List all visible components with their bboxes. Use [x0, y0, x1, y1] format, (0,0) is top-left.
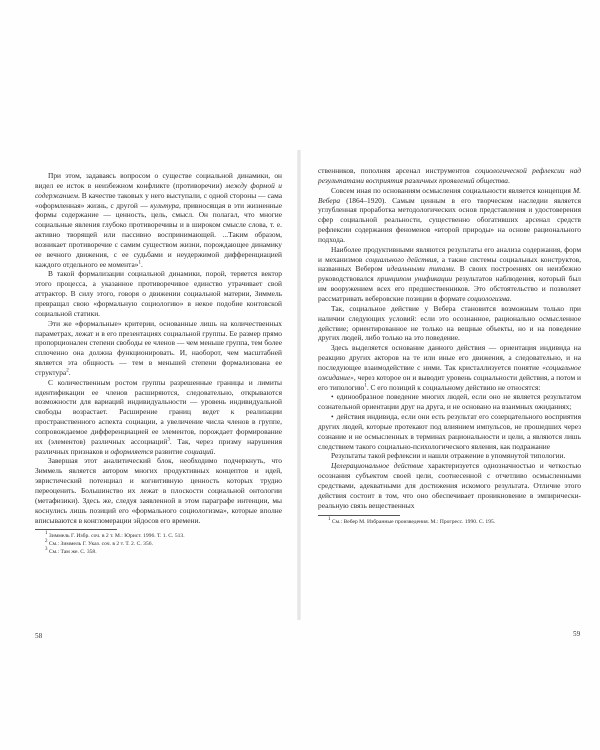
footnote-ref: 1 [138, 260, 141, 266]
right-text-block [318, 166, 581, 526]
text-run: При этом, задаваясь вопросом о существе социальной динамики, он видел ее исток в неизбежном конфликте (противоречии) [35, 171, 282, 190]
text-run: . [508, 175, 510, 185]
text-run: , а также системы социальных конструктов, названных Вебером [318, 254, 581, 274]
footnote-mark: 3 [45, 546, 48, 552]
text-run: Здесь выделяется основание данного действия — ориентация индивида на реакцию других акторов на те или иные его движения, а следовательно, и на последующее взаимодействие с ними. Так кристаллизуется понятие [318, 343, 581, 372]
text-run: (1864–1920). Самым ценным в его творческом наследии является углубленная проработка методологических основ представления и удостоверения сфер социальной реальности, существенно обогативших арсенал средств рефлексии содержания феноменов «второй природы» на основе рационального подхода. [318, 195, 581, 244]
paragraph [35, 269, 282, 318]
bullet-item: • единообразное поведение многих людей, если оно не является результатом сознательной ориентации друг на друга, и не основано на взаимных ожиданиях; [318, 392, 581, 412]
right-body-text [318, 166, 581, 392]
emphasis: Целерациональное действие [331, 461, 424, 471]
left-body-text [35, 171, 282, 525]
emphasis: принципом унификации [377, 274, 453, 284]
text-run: , привносящая в эти жизненные формы содержание — ценность, цель, смысл. Он полагал, что многие социальные явления глубоко противоречивы и в широком смысле слова, т. е. активно творящей или пассивно воспринимающей. ...Таким образом, возникает противоречие с самим существом жизни, порождающее динамику ее вечного движения, с ее судьбами и неудержимой дифференциацией каждого отдельного ее момента» [35, 200, 282, 269]
footnote-mark: 1 [328, 516, 331, 522]
paragraph [318, 461, 581, 510]
text-run: С количественным ростом группы разрешенные границы и лимиты идентификации ее членов расширяются, следовательно, открываются возможности для вариаций индивидуальности — уровень индивидуальной свободы возрастает. Расширение границ ведет к реализации пространственного аспекта социации, а увеличение числа членов в группе, сопровождаемое дифференциацией ее элементов, порождает формирование их (элементов) различных ассоциаций [35, 377, 282, 446]
footnote-text: Зиммель Г. Избр. соч. в 2 т. М.: Юрист. 1996. Т. 1. С. 513. [47, 533, 185, 540]
footnote-ref: 1 [364, 383, 367, 389]
paragraph [318, 166, 581, 186]
emphasis: М. Вебера [318, 185, 581, 205]
text-run: . Так, через призму нарушения различных признаков и [35, 436, 282, 456]
right-footnotes [318, 516, 581, 527]
emphasis: «социальное ожидание» [318, 362, 581, 382]
footnote [35, 533, 282, 541]
bullet-item: • действия индивида, если они есть результат его созерцательного восприятия других людей, которые протекают под влиянием импульсов, не прошедших через сознание и не осмысленных в терминах рациональности и цели, а являются лишь следствием такого социально-психологического явления, как подражание [318, 412, 581, 451]
footnote-mark: 1 [45, 531, 48, 537]
text-run: Совсем иная по основаниям осмысления социальности является концепция [331, 185, 573, 195]
text-run: . [509, 293, 512, 303]
footnote-separator [318, 515, 400, 516]
text-run: развитие [153, 446, 185, 456]
page-number-left: 58 [35, 632, 43, 640]
paragraph [318, 451, 581, 461]
footnote-ref: 2 [66, 368, 69, 374]
emphasis: социального действия [365, 254, 437, 264]
text-run: . В качестве таковых у него выступали, с одной стороны — сама «оформленная» жизнь, с другой — [35, 190, 282, 210]
left-footnotes [35, 533, 282, 556]
text-run: . [68, 367, 71, 377]
text-run: результатов наблюдения, который был им вооружением всех его предшественников. Это обстоятельство и позволяет рассматривать веберовские позиции в формате [318, 274, 581, 303]
text-run: . С его позиций к социальному действию не относятся: [366, 382, 541, 392]
right-body-text-continued [318, 451, 581, 510]
text-run: В такой формализации социальной динамики, порой, теряется вектор этого процесса, а указанное противоречивое единство утрачивает свой аттрактор. В силу этого, говоря о движении социальной материи, Зиммель превращал свою «формальную социологию» в некое подобие контовской социальной статики. [35, 269, 282, 318]
emphasis: социологической рефлексии над результатами восприятия различных проявлений общества [318, 166, 581, 185]
paragraph [318, 245, 581, 304]
footnote-text: См.: Там же. С. 358. [47, 548, 97, 555]
paragraph [318, 343, 581, 392]
emphasis: между формой и содержанием [35, 180, 282, 200]
text-run: Эти же «формальные» критерии, основанные лишь на количественных параметрах, лежат и в его презентациях социальной группы. Ее размер прямо пропорционален степени свободы ее членов — чем меньше группа, тем более сплоченно она должна функционировать. И, наоборот, чем масштабней является эта общность — тем в меньшей степени формализована ее структура [35, 318, 282, 377]
footnote [318, 516, 581, 527]
text-run: . [213, 446, 216, 456]
footnote-ref: 3 [167, 437, 170, 443]
footnote [35, 541, 282, 549]
left-text-block [35, 171, 282, 556]
text-run: Результаты такой рефлексии и нашли отражение в упомянутой типологии. [331, 451, 566, 461]
emphasis: идеальными типами [386, 264, 454, 274]
paragraph [35, 319, 282, 378]
footnote [35, 546, 282, 557]
footnote-mark: 2 [45, 539, 48, 545]
text-run: ственников, пополняя арсенал инструментов [318, 166, 475, 175]
footnote-separator [35, 529, 117, 530]
emphasis: социаций [184, 446, 214, 456]
bullet-list [318, 392, 581, 451]
text-run: , через которое он и выводит уровень социальности действия, а потом и его типологию [318, 372, 581, 392]
emphasis: оформляется [110, 446, 154, 456]
footnote-text: См.: Зиммель Г. Указ. соч. в 2 т. Т. 2. С. 356. [47, 540, 153, 547]
text-run: . В своих построениях он неизбежно руководствовался [318, 264, 581, 284]
paragraph [35, 456, 282, 525]
paragraph [318, 186, 581, 245]
page-number-right: 59 [573, 630, 581, 638]
right-page [300, 0, 600, 750]
text-run: Так, социальное действие у Вебера становится возможным только при наличии следующих условий: если это осознанное, рационально осмысленное действие; ориентированное не только на вещные объекты, но и на поведение других людей, либо только на это поведение. [318, 303, 581, 343]
emphasis: социологизма [467, 293, 510, 303]
paragraph [35, 171, 282, 269]
emphasis: культура [150, 200, 179, 210]
footnote-text: См.: Вебер М. Избранные произведения. М.: Прогресс. 1990. С. 195. [330, 518, 496, 525]
text-run: Наиболее продуктивными являются результаты его анализа содержания, форм и механизмов [318, 244, 581, 264]
text-run: . [140, 259, 143, 269]
text-run: Завершая этот аналитический блок, необходимо подчеркнуть, что Зиммель является автором многих продуктивных концептов и идей, эвристический потенциал и когнитивную ценность которых трудно переоценить. Большинство их лежат в плоскости социальной онтологии (метафизики). Здесь же, следуя заявленной в этом параграфе интенции, мы коснулись лишь позиций его «формального социологизма», которые вполне вписываются в конгломерации эйдосов его времени. [35, 456, 282, 525]
paragraph [35, 378, 282, 457]
paragraph [318, 304, 581, 343]
text-run: характеризуется однозначностью и четкостью осознания субъектом своей цели, соотнесенной с отчетливо осмысленными средствами, адекватными для достижения искомого результата. Отличие этого действия состоит в том, что оно обеспечивает проникновение в эмпирически-реальную связь вещественных [318, 461, 581, 510]
